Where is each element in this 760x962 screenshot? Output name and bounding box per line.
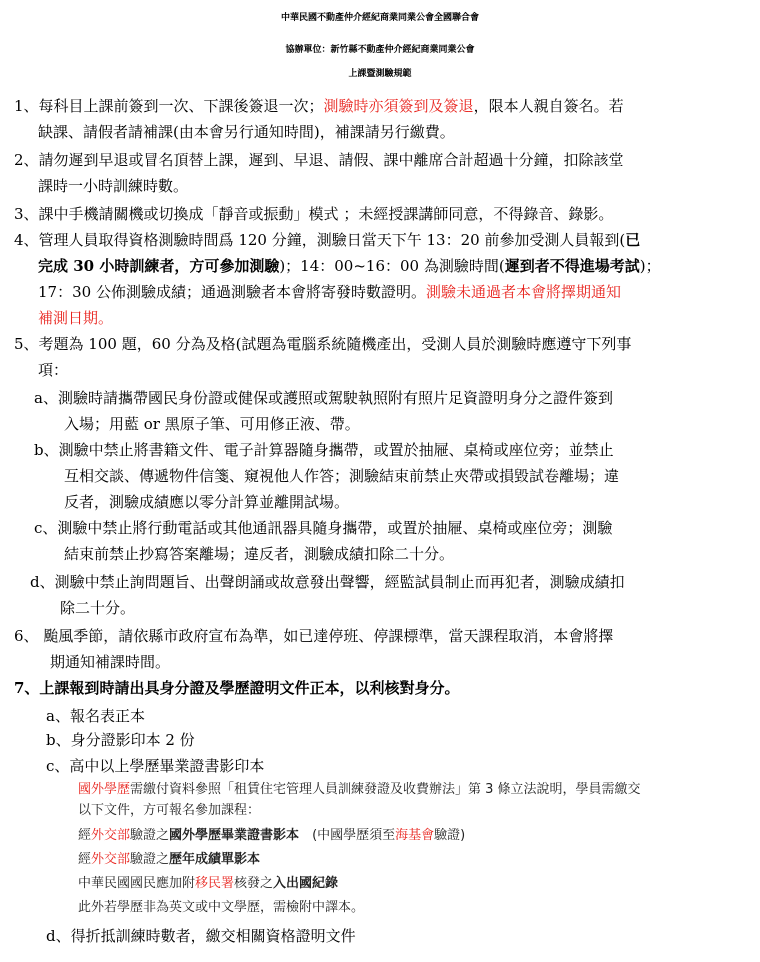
co-organizer: 協辦單位：新竹縣不動產仲介經紀商業同業公會 [285,45,475,55]
rule-7d: d、得折抵訓練時數者，繳交相關資格證明文件 [46,927,356,945]
foreign-degree-item-3: 中華民國國民應加附移民署核發之入出國紀錄 [78,876,339,891]
rule-7b: b、身分證影印本 2 份 [46,731,195,749]
rule-5b-line-1: b、測驗中禁止將書籍文件、電子計算器隨身攜帶，或置於抽屜、桌椅或座位旁；並禁止 [34,441,614,459]
rule-5d-line-2: 除二十分。 [60,599,136,617]
rule-6-line-1: 6、 颱風季節，請依縣市政府宣布為準，如已達停班、停課標準，當天課程取消，本會將擇 [14,627,614,645]
rule-5a-line-1: a、測驗時請攜帶國民身份證或健保或護照或駕駛執照附有照片足資證明身分之證件簽到 [34,389,613,407]
signin-test-note: 測驗時亦須簽到及簽退 [323,97,474,115]
rule-5c-line-1: c、測驗中禁止將行動電話或其他通訊器具隨身攜帶，或置於抽屜、桌椅或座位旁；測驗 [34,519,613,537]
rule-1-line-1: 1、每科目上課前簽到一次、下課後簽退一次；測驗時亦須簽到及簽退，限本人親自簽名。若 [14,97,624,115]
rule-4-line-3: 17：30 公佈測驗成績；通過測驗者本會將寄發時數證明。測驗未通過者本會將擇期通知 [38,283,621,301]
rule-7-line-1: 7、上課報到時請出具身分證及學歷證明文件正本，以利核對身分。 [14,679,460,697]
foreign-degree-note-line-1: 國外學歷需繳付資料參照「租賃住宅管理人員訓練發證及收費辦法」第 3 條立法說明，學員需繳交 [78,782,641,797]
foreign-degree-item-4: 此外若學歷非為英文或中文學歷，需檢附中譯本。 [78,900,365,915]
rule-5-line-2: 項： [38,361,69,379]
rule-4-line-4: 補測日期。 [38,309,114,327]
rule-4-line-1: 4、管理人員取得資格測驗時間爲 120 分鐘，測驗日當天下午 13：20 前參加受測人員報到(已 [14,231,641,249]
rule-2-line-2: 課時一小時訓練時數。 [38,177,189,195]
page-title: 中華民國不動產仲介經紀商業同業公會全國聯合會 [280,13,479,23]
foreign-degree-item-1: 經外交部驗證之國外學歷畢業證書影本 (中國學歷須至海基會驗證) [78,828,466,843]
rule-3-line-1: 3、課中手機請關機或切換成「靜音或振動」模式 ；未經授課講師同意，不得錄音、錄影。 [14,205,614,223]
rule-5-line-1: 5、考題為 100 題，60 分為及格(試題為電腦系統隨機產出，受測人員於測驗時應遵守下列事 [14,335,632,353]
page-subtitle: 上課暨測驗規範 [348,69,412,79]
rule-2-line-1: 2、請勿遲到早退或冒名頂替上課，遲到、早退、請假、課中離席合計超過十分鐘，扣除該堂 [14,151,624,169]
rule-5d-line-1: d、測驗中禁止詢問題旨、出聲朗誦或故意發出聲響，經監試員制止而再犯者，測驗成績扣 [30,573,625,591]
rule-4-line-2: 完成 30 小時訓練者，方可參加測驗)；14：00~16：00 為測驗時間(遲到者不得進場考試)； [38,257,661,275]
rule-7a: a、報名表正本 [46,707,145,725]
foreign-degree-note-line-2: 以下文件，方可報名參加課程： [78,803,261,818]
rule-5c-line-2: 結束前禁止抄寫答案離場；違反者，測驗成績扣除二十分。 [64,545,455,563]
rule-5b-line-2: 互相交談、傳遞物件信箋、窺視他人作答；測驗結束前禁止夾帶或損毀試卷離場；違 [64,467,620,485]
rule-6-line-2: 期通知補課時間。 [50,653,171,671]
rule-5a-line-2: 入場；用藍 or 黑原子筆、可用修正液、帶。 [64,415,360,433]
rule-1-line-2: 缺課、請假者請補課(由本會另行通知時間)，補課請另行繳費。 [38,123,455,141]
rule-7c: c、高中以上學歷畢業證書影印本 [46,757,265,775]
foreign-degree-item-2: 經外交部驗證之歷年成績單影本 [78,852,261,867]
rule-5b-line-3: 反者，測驗成績應以零分計算並離開試場。 [64,493,350,511]
